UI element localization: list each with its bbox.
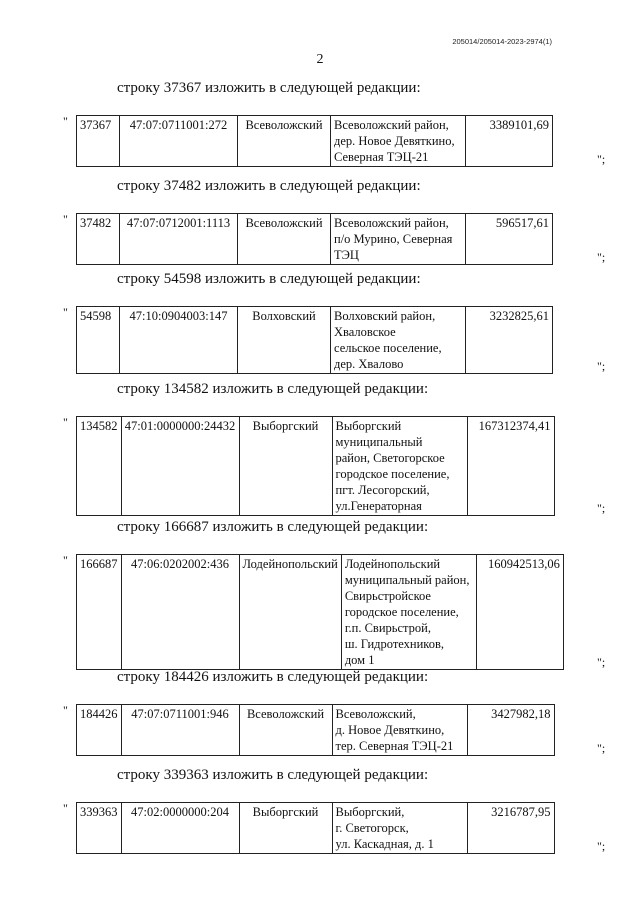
row-number-cell: 54598	[77, 307, 120, 374]
address-line: г.п. Свирьстрой,	[344, 621, 431, 635]
address-line: дер. Новое Девяткино,	[334, 134, 455, 148]
address-line: Всеволожский,	[335, 707, 416, 721]
district-cell: Выборгский	[239, 417, 332, 516]
district-cell: Всеволожский	[238, 116, 331, 167]
row-number-cell: 166687	[77, 555, 122, 670]
registry-row-table	[76, 213, 553, 265]
open-quote: "	[63, 114, 68, 128]
cadastral-number-cell: 47:01:0000000:24432	[121, 417, 239, 516]
address-cell	[341, 555, 476, 670]
row-number-cell: 339363	[77, 803, 122, 854]
registry-row-table	[76, 802, 555, 854]
address-line: ул.Генераторная	[335, 499, 422, 513]
amendment-heading: строку 184426 изложить в следующей редакции:	[117, 669, 429, 685]
address-line: ш. Гидротехников,	[344, 637, 445, 651]
cadastral-value-cell: 3427982,18	[467, 705, 554, 756]
address-line: ТЭЦ	[334, 248, 359, 262]
district-cell: Лодейнопольский	[239, 555, 341, 670]
open-quote: "	[63, 703, 68, 717]
address-line: Лодейнопольский	[344, 557, 441, 571]
address-line: ул. Каскадная, д. 1	[335, 837, 434, 851]
amendment-heading: строку 37482 изложить в следующей редакции:	[117, 178, 421, 194]
open-quote: "	[63, 212, 68, 226]
address-line: п/о Мурино, Северная	[334, 232, 453, 246]
cadastral-number-cell: 47:07:0712001:1113	[120, 214, 238, 265]
close-quote: ";	[597, 359, 606, 373]
table-row	[77, 214, 553, 265]
table-row	[77, 116, 553, 167]
address-line: Всеволожский район,	[334, 118, 449, 132]
registry-row-table	[76, 115, 553, 167]
cadastral-number-cell: 47:02:0000000:204	[121, 803, 239, 854]
address-line: сельское поселение,	[334, 341, 442, 355]
district-cell: Выборгский	[239, 803, 332, 854]
address-line: д. Новое Девяткино,	[335, 723, 445, 737]
cadastral-number-cell: 47:07:0711001:946	[121, 705, 239, 756]
district-cell: Всеволожский	[238, 214, 331, 265]
open-quote: "	[63, 305, 68, 319]
address-line: Волховский район,	[334, 309, 436, 323]
cadastral-number-cell: 47:07:0711001:272	[120, 116, 238, 167]
address-line: пгт. Лесогорский,	[335, 483, 430, 497]
cadastral-number-cell: 47:06:0202002:436	[121, 555, 239, 670]
address-line: городское поселение,	[344, 605, 459, 619]
cadastral-number-cell: 47:10:0904003:147	[120, 307, 238, 374]
address-line: Свирьстройское	[344, 589, 431, 603]
document-id: 205014/205014-2023-2974(1)	[452, 37, 552, 46]
address-line: дер. Хвалово	[334, 357, 404, 371]
open-quote: "	[63, 801, 68, 815]
table-row	[77, 705, 555, 756]
close-quote: ";	[597, 250, 606, 264]
registry-row-table	[76, 554, 564, 670]
address-line: Выборгский,	[335, 805, 405, 819]
amendment-heading: строку 339363 изложить в следующей редакции:	[117, 767, 429, 783]
cadastral-value-cell: 3216787,95	[467, 803, 554, 854]
row-number-cell: 37367	[77, 116, 120, 167]
open-quote: "	[63, 415, 68, 429]
address-cell	[332, 417, 467, 516]
district-cell: Волховский	[238, 307, 331, 374]
table-row	[77, 307, 553, 374]
address-cell	[332, 705, 467, 756]
open-quote: "	[63, 553, 68, 567]
address-line: Всеволожский район,	[334, 216, 449, 230]
registry-row-table	[76, 416, 555, 516]
registry-row-table	[76, 306, 553, 374]
cadastral-value-cell: 3389101,69	[466, 116, 553, 167]
close-quote: ";	[597, 741, 606, 755]
address-line: г. Светогорск,	[335, 821, 409, 835]
address-line: муниципальный район,	[344, 573, 470, 587]
amendment-heading: строку 37367 изложить в следующей редакции:	[117, 80, 421, 96]
address-cell	[331, 116, 466, 167]
address-line: Северная ТЭЦ-21	[334, 150, 429, 164]
address-line: Выборгский	[335, 419, 402, 433]
address-line: дом 1	[344, 653, 375, 667]
row-number-cell: 184426	[77, 705, 122, 756]
address-cell	[331, 214, 466, 265]
district-cell: Всеволожский	[239, 705, 332, 756]
address-line: муниципальный	[335, 435, 423, 449]
close-quote: ";	[597, 152, 606, 166]
address-line: тер. Северная ТЭЦ-21	[335, 739, 454, 753]
amendment-heading: строку 134582 изложить в следующей редакции:	[117, 381, 429, 397]
address-line: район, Светогорское	[335, 451, 445, 465]
address-line: городское поселение,	[335, 467, 450, 481]
amendment-heading: строку 166687 изложить в следующей редакции:	[117, 519, 429, 535]
cadastral-value-cell: 167312374,41	[467, 417, 554, 516]
cadastral-value-cell: 3232825,61	[466, 307, 553, 374]
cadastral-value-cell: 596517,61	[466, 214, 553, 265]
close-quote: ";	[597, 655, 606, 669]
table-row	[77, 417, 555, 516]
amendment-heading: строку 54598 изложить в следующей редакции:	[117, 271, 421, 287]
page-number: 2	[316, 52, 324, 67]
close-quote: ";	[597, 839, 606, 853]
address-line: Хваловское	[334, 325, 396, 339]
close-quote: ";	[597, 501, 606, 515]
address-cell	[332, 803, 467, 854]
table-row	[77, 555, 564, 670]
row-number-cell: 37482	[77, 214, 120, 265]
registry-row-table	[76, 704, 555, 756]
row-number-cell: 134582	[77, 417, 122, 516]
table-row	[77, 803, 555, 854]
address-cell	[331, 307, 466, 374]
cadastral-value-cell: 160942513,06	[476, 555, 563, 670]
